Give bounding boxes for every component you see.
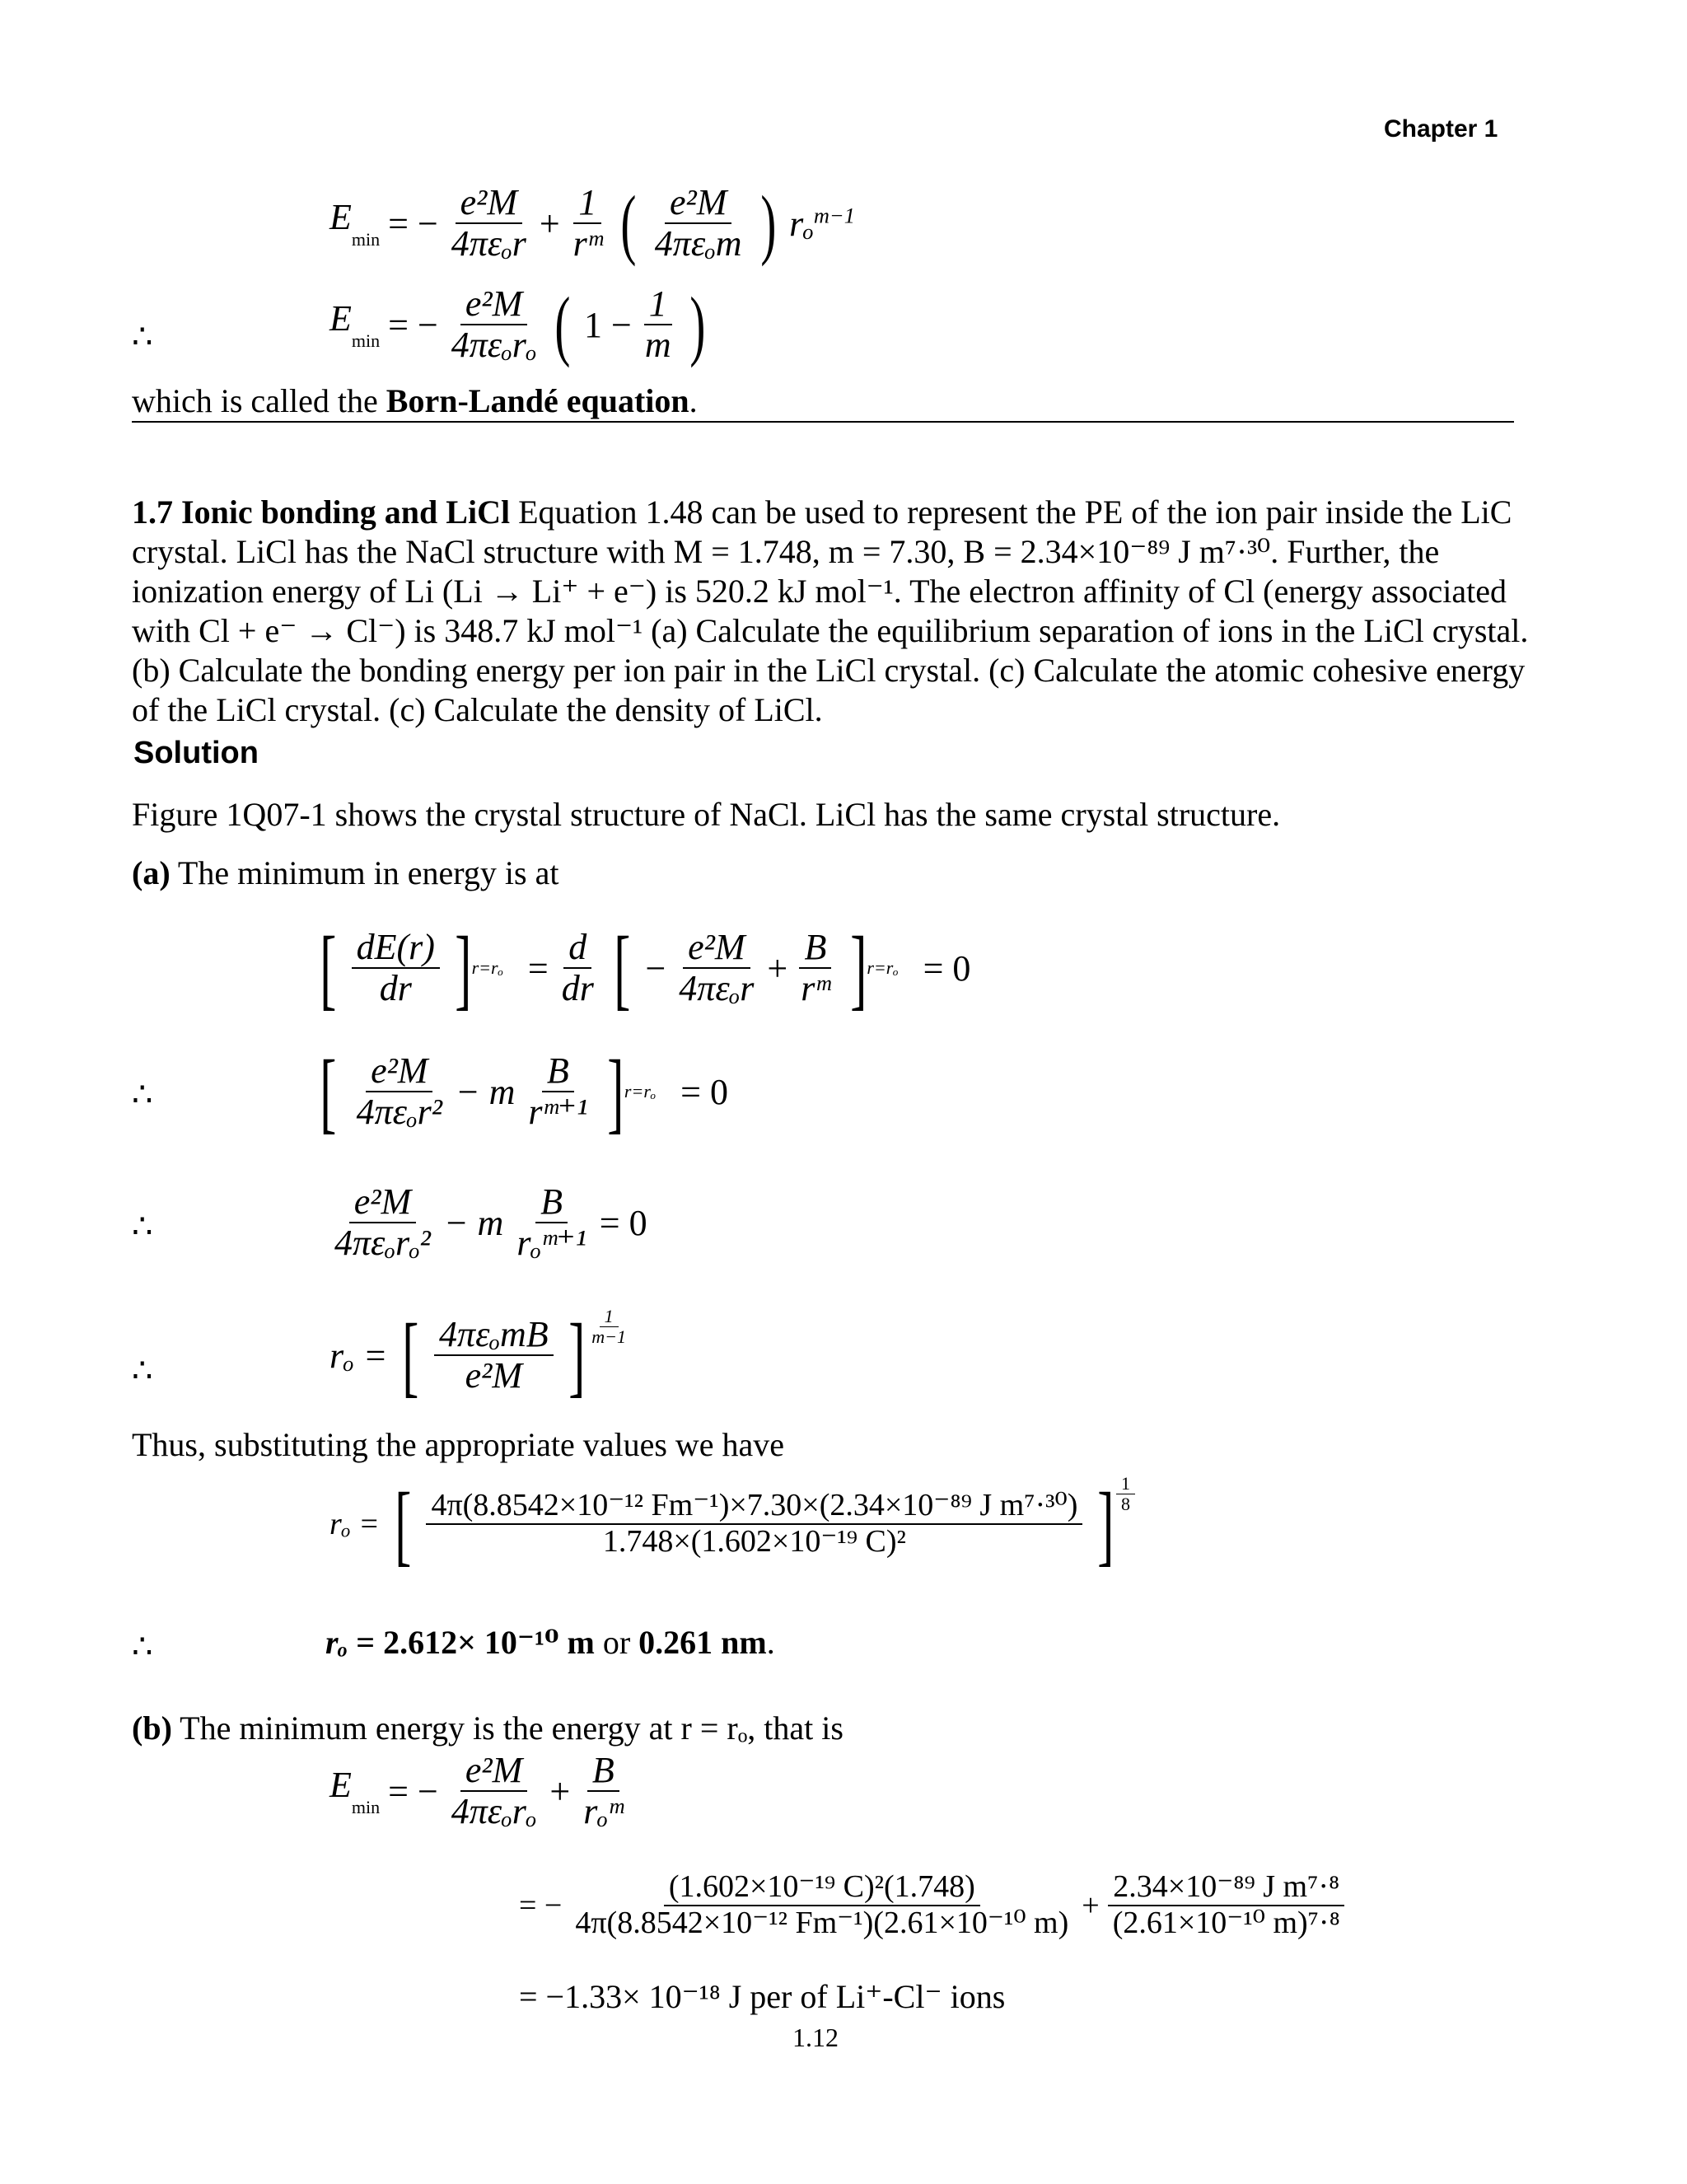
fraction [512,1182,591,1264]
left-bracket: [ [614,918,631,1018]
fraction-denominator: rᵐ [572,223,603,264]
fraction-numerator: 4πεₒmB [434,1315,554,1356]
problem-line: crystal. LiCl has the NaCl structure with M = 1.748, m = 7.30, B = 2.34×10⁻⁸⁹ J m⁷·³⁰. Further, the [132,533,1440,570]
right-bracket: ] [849,918,867,1018]
right-bracket: ] [568,1305,586,1405]
equals-zero: = 0 [599,1202,647,1243]
fraction-numerator: e²M [460,1751,527,1792]
left-bracket: [ [395,1474,412,1574]
emin-subscript: min [351,330,381,352]
fraction-numerator: e²M [366,1051,432,1092]
equals-zero: = 0 [923,947,971,989]
fraction-numerator: 1 [573,183,601,224]
fraction [446,284,542,366]
fraction [568,183,607,264]
exponent-fraction [1116,1474,1135,1514]
result-emin: = −1.33× 10⁻¹⁸ J per of Li⁺-Cl⁻ ions [519,1978,1006,2015]
fraction-denominator: 4πεₒrₒ [451,325,537,366]
fraction [352,928,440,1009]
emin-symbol: E [329,197,352,238]
fraction-numerator: 1 [600,1307,619,1327]
fraction [446,1751,542,1832]
fraction [640,284,676,366]
part-a-text [132,853,558,893]
part-a-intro: The minimum in energy is at [170,854,559,891]
fraction [557,928,599,1009]
therefore-symbol: ∴ [132,1208,153,1245]
substitution-text: Thus, substituting the appropriate values we have [132,1426,785,1463]
ro-lhs: rₒ = [329,1335,388,1376]
fraction [796,928,834,1009]
part-b-label: (b) [132,1709,172,1747]
fraction-denominator: m−1 [591,1326,627,1348]
born-lande-term: Born-Landé equation [386,382,689,419]
fraction [329,1182,436,1264]
evaluation-subscript: r=rₒ [867,957,899,978]
fraction-numerator: B [542,1051,574,1092]
fraction-denominator: (2.61×10⁻¹⁰ m)⁷·⁸ [1112,1905,1340,1940]
right-bracket: ] [455,918,472,1018]
page-number: 1.12 [792,2023,839,2052]
emin-subscript: min [351,1797,381,1818]
equation-emin-1: $E_{min}$ = − $\frac{\text{e²M}}{\text{4πεₒr}}$ + $\frac{1}{\text{rᵐ}}$ ( $\frac{\text{e²M}}{\text{4πεₒm}}$ ) rₒ$^{m-1}$ [329,179,855,267]
fraction-denominator: 1.748×(1.602×10⁻¹⁹ C)² [602,1524,906,1559]
fraction [352,1051,447,1133]
fraction-numerator: e²M [665,183,731,224]
equation-emin-numeric: = − $\frac{\text{(1.602×10⁻¹⁹ C)²(1.748)}}{\text{4π(8.8542×10⁻¹² Fm⁻¹)(2.61×10⁻¹⁰ m)}}$ + $\frac{\text{2.34×10⁻⁸⁹ J m⁷·⁸}}{\text{(2.61×10⁻¹⁰ m)⁷·⁸}}$ [519,1870,1353,1941]
fraction-denominator: rₒᵐ⁺¹ [516,1223,586,1264]
equation-emin-b: $E_{min}$ = − $\frac{\text{e²M}}{\text{4πεₒrₒ}}$ + $\frac{B}{\text{rₒᵐ}}$ [329,1751,636,1832]
fraction-denominator: 4πεₒrₒ² [334,1223,431,1264]
fraction [523,1051,592,1133]
right-bracket: ] [1097,1474,1115,1574]
problem-statement [132,493,1529,730]
fraction-numerator: 2.34×10⁻⁸⁹ J m⁷·⁸ [1108,1870,1344,1906]
fraction-denominator: 8 [1121,1494,1131,1515]
ro-variable: rₒ [325,1624,348,1661]
section-divider [132,421,1514,423]
sentence-end: . [689,382,698,419]
ro-nm-value: 0.261 nm [638,1624,767,1661]
fraction-denominator: 4πεₒr [451,223,526,264]
equation-ro-numeric [329,1473,1143,1574]
therefore-symbol: ∴ [132,1628,153,1665]
equation-derivative: [ $\frac{dE(r)}{dr}$ ] r=rₒ = $\frac{d}{dr}$ [ − $\frac{\text{e²M}}{\text{4πεₒr}}$ + $\frac{B}{\text{rᵐ}}$ ] r=rₒ = 0 [320,918,971,1018]
ro-lhs: rₒ = [329,1507,380,1541]
right-bracket: ] [607,1041,624,1142]
therefore-symbol: ∴ [132,1352,153,1389]
emin-symbol: E [329,298,352,339]
chapter-header: Chapter 1 [1384,115,1498,143]
evaluation-subscript: r=rₒ [624,1081,657,1101]
result-end: . [766,1624,775,1661]
fraction [446,183,531,264]
minus-m: − m [443,1202,504,1243]
part-b-intro: The minimum energy is the energy at r = rₒ, that is [171,1709,844,1747]
fraction-numerator: e²M [349,1182,416,1223]
ro-value: = 2.612× 10⁻¹⁰ m [348,1624,595,1661]
result-ro [325,1623,775,1663]
fraction-denominator: 4π(8.8542×10⁻¹² Fm⁻¹)(2.61×10⁻¹⁰ m) [575,1905,1069,1940]
or-text: or [594,1624,639,1661]
fraction-denominator: 4πεₒrₒ [451,1791,537,1832]
ro-term: rₒ [789,203,814,244]
equation-equilibrium [329,1182,656,1264]
born-lande-sentence [132,381,698,421]
solution-intro: Figure 1Q07-1 shows the crystal structure of NaCl. LiCl has the same crystal structure. [132,796,1281,833]
equation-emin-2: $E_{min}$ = − $\frac{\text{e²M}}{\text{4πεₒrₒ}}$ ( 1 − $\frac{1}{m}$ ) [329,280,705,368]
fraction [426,1489,1082,1560]
part-b-text [132,1709,844,1748]
fraction-numerator: e²M [456,183,522,224]
therefore-symbol: ∴ [132,318,153,355]
problem-line: ionization energy of Li (Li → Li⁺ + e⁻) is 520.2 kJ mol⁻¹. The electron affinity of Cl (energy associated [132,573,1507,610]
fraction-numerator: (1.602×10⁻¹⁹ C)²(1.748) [664,1870,980,1906]
right-paren: ) [759,179,776,267]
fraction-numerator: 4π(8.8542×10⁻¹² Fm⁻¹)×7.30×(2.34×10⁻⁸⁹ J m⁷·³⁰) [426,1489,1082,1525]
left-paren: ( [554,280,571,368]
sentence-text: which is called the [132,382,386,419]
fraction-denominator: dr [561,968,594,1008]
problem-heading: 1.7 Ionic bonding and LiCl [132,493,511,531]
left-bracket: [ [402,1305,419,1405]
fraction-numerator: 1 [644,284,672,325]
fraction [1108,1870,1345,1941]
equation-derivative-expanded [313,1041,736,1142]
equals-zero: = 0 [680,1071,728,1112]
fraction-numerator: B [799,928,831,969]
problem-line: of the LiCl crystal. (c) Calculate the density of LiCl. [132,691,823,728]
fraction-numerator: B [535,1182,568,1223]
problem-line: with Cl + e⁻ → Cl⁻) is 348.7 kJ mol⁻¹ (a) Calculate the equilibrium separation of ions in the LiCl crystal. [132,612,1529,649]
emin-symbol: E [329,1765,352,1806]
fraction-numerator: dE(r) [352,928,440,969]
fraction-numerator: B [587,1751,619,1792]
fraction-numerator: 1 [1116,1474,1135,1494]
fraction [570,1870,1073,1941]
fraction-numerator: e²M [460,284,527,325]
minus-m: − m [455,1071,516,1112]
fraction-denominator: 4πεₒm [654,223,742,264]
fraction-denominator: 4πεₒr [679,968,755,1008]
fraction-numerator: d [563,928,591,969]
fraction-denominator: e²M [465,1355,523,1396]
emin-subscript: min [351,229,381,250]
exponent-fraction [586,1307,631,1347]
fraction-denominator: rᵐ [801,968,830,1008]
solution-heading: Solution [133,736,259,770]
fraction [674,928,759,1009]
problem-line: (b) Calculate the bonding energy per ion pair in the LiCl crystal. (c) Calculate the atomic cohesive energy [132,652,1526,689]
fraction-denominator: 4πεₒr² [356,1092,442,1132]
evaluation-subscript: r=rₒ [471,957,503,978]
left-paren: ( [620,179,637,267]
right-paren: ) [689,280,705,368]
fraction [578,1751,628,1832]
equation-ro-general [329,1305,639,1405]
fraction-denominator: dr [379,968,412,1008]
fraction [650,183,747,264]
left-bracket: [ [320,918,337,1018]
fraction [434,1315,554,1396]
fraction-denominator: m [644,325,671,366]
problem-line [132,493,1524,532]
problem-text: Equation 1.48 can be used to represent the PE of the ion pair inside the LiC [510,493,1512,531]
ro-exponent: m−1 [813,203,855,228]
therefore-symbol: ∴ [132,1076,153,1113]
left-bracket: [ [320,1041,337,1142]
part-a-label: (a) [132,854,171,891]
fraction-denominator: rₒᵐ [583,1791,624,1832]
fraction-numerator: e²M [683,928,750,969]
fraction-denominator: rᵐ⁺¹ [528,1092,588,1132]
